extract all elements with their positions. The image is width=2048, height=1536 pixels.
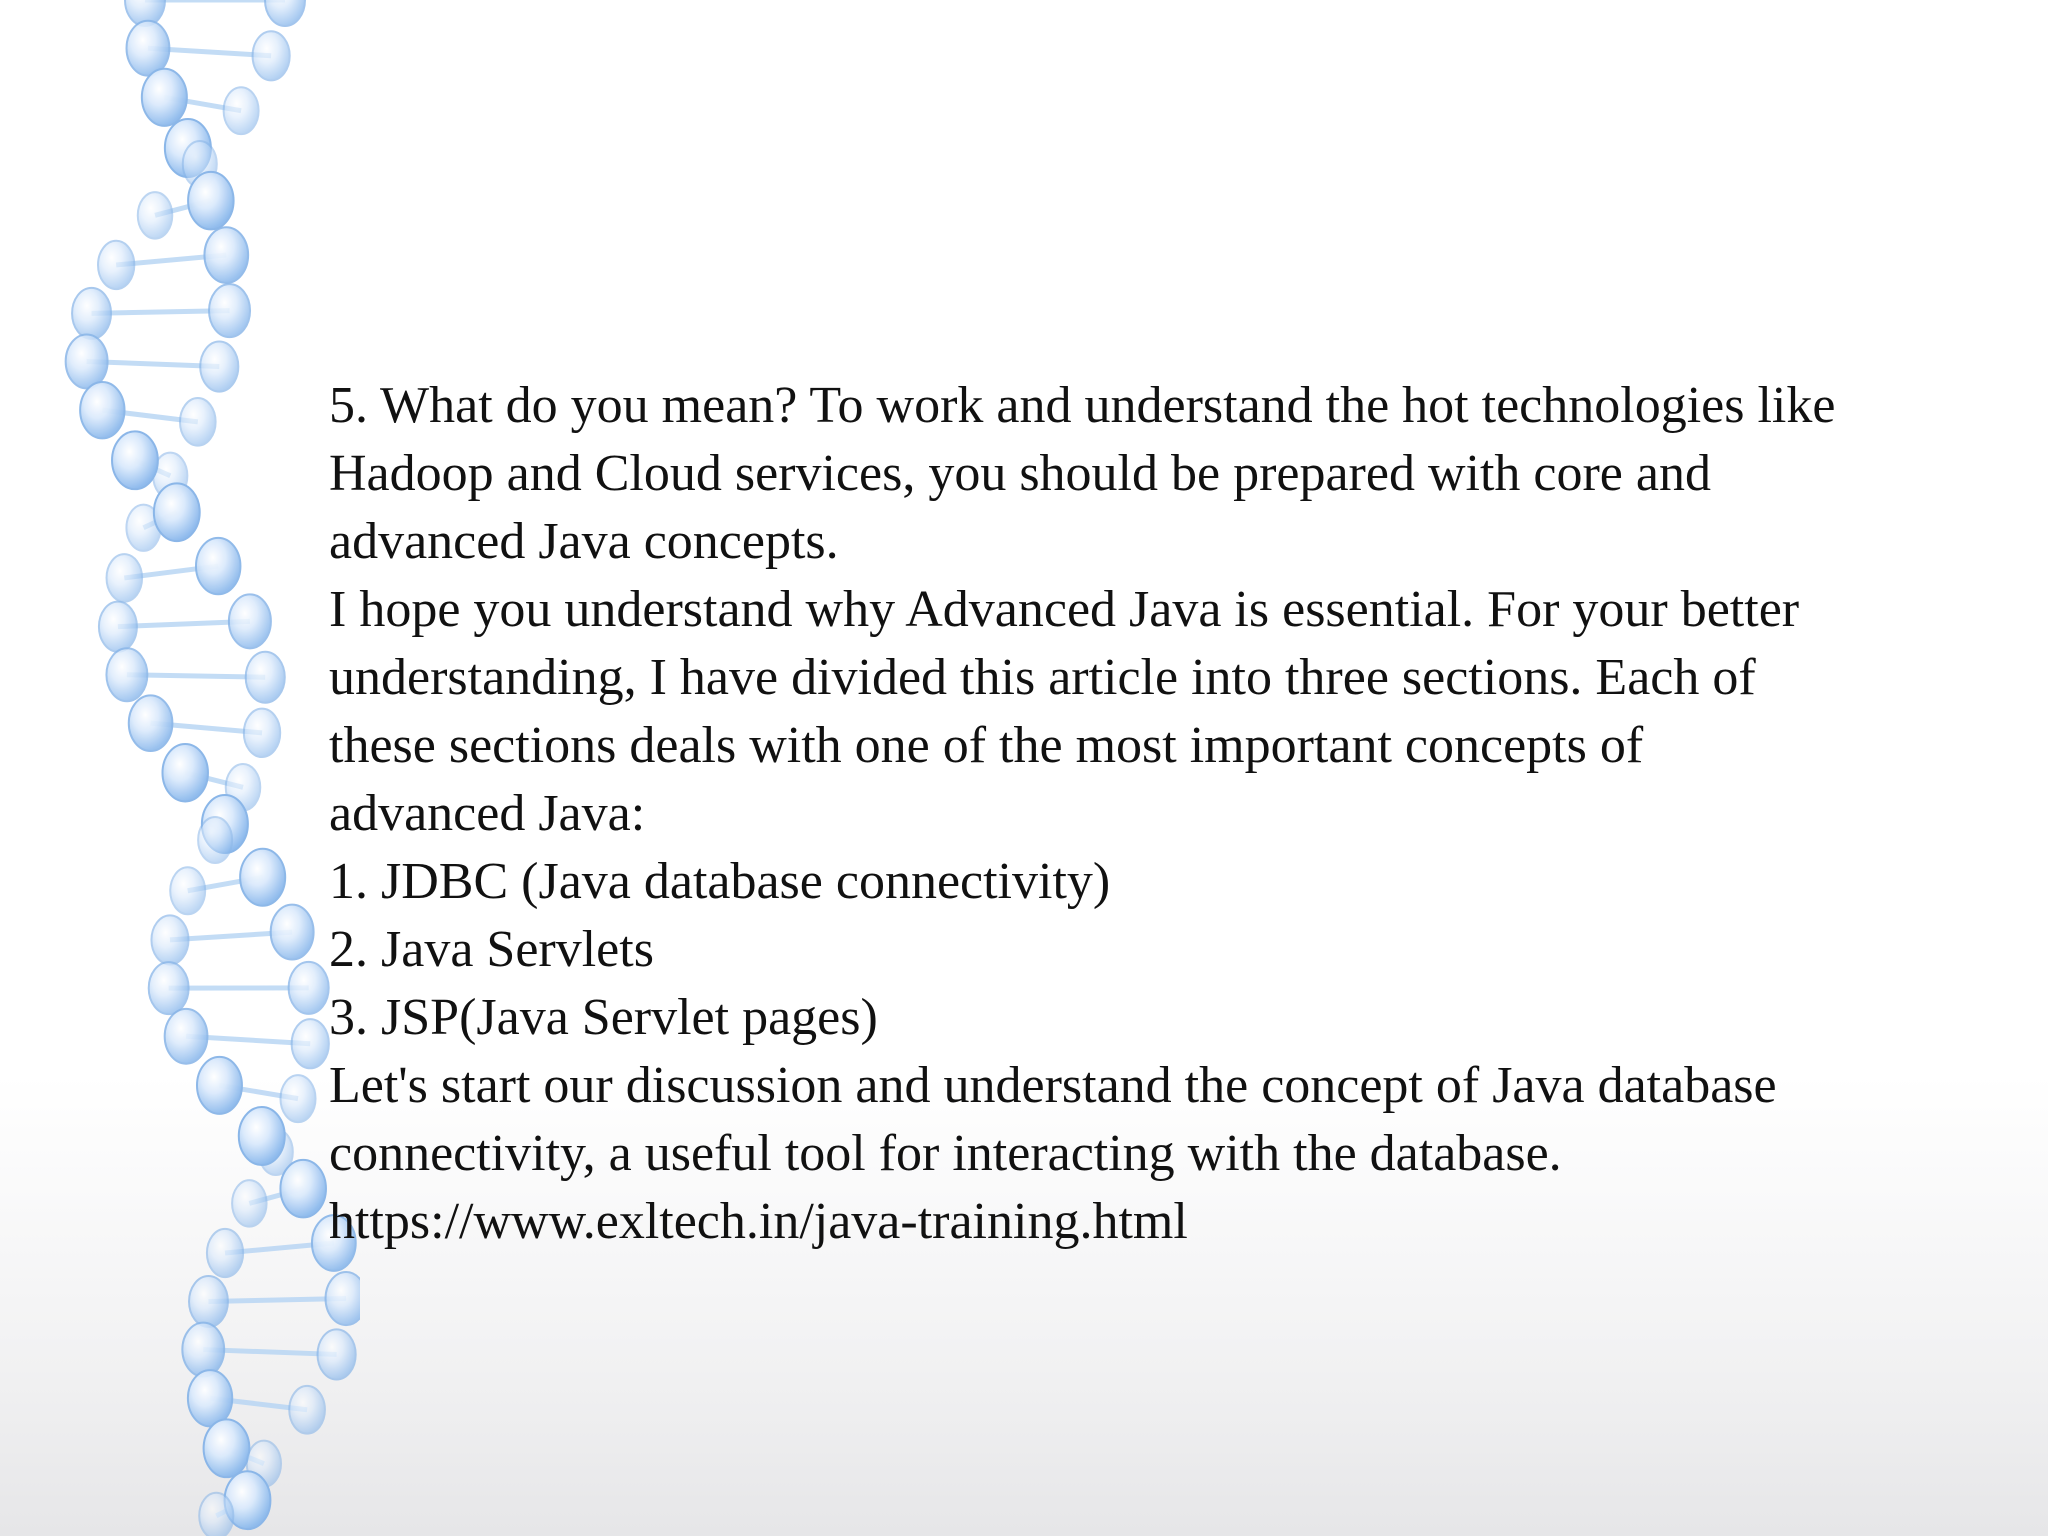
body-text [329, 372, 2029, 1256]
text-line: Let's start our discussion and understand the concept of Java database [329, 1057, 1777, 1114]
text-line: I hope you understand why Advanced Java is essential. For your better [329, 581, 1800, 638]
text-line: understanding, I have divided this article into three sections. Each of [329, 649, 1756, 706]
text-line: connectivity, a useful tool for interacting with the database. [329, 1125, 1562, 1182]
text-line: these sections deals with one of the most important concepts of [329, 717, 1644, 774]
list-item-servlets: 2. Java Servlets [329, 921, 654, 978]
list-item-jsp: 3. JSP(Java Servlet pages) [329, 989, 878, 1046]
text-line: Hadoop and Cloud services, you should be prepared with core and [329, 445, 1711, 502]
text-line: advanced Java: [329, 785, 646, 842]
text-line: 5. What do you mean? To work and understand the hot technologies like [329, 377, 1836, 434]
dna-molecule-strand-icon [0, 0, 360, 1536]
text-line: advanced Java concepts. [329, 513, 839, 570]
list-item-jdbc: 1. JDBC (Java database connectivity) [329, 853, 1111, 910]
source-url: https://www.exltech.in/java-training.html [329, 1193, 1188, 1250]
